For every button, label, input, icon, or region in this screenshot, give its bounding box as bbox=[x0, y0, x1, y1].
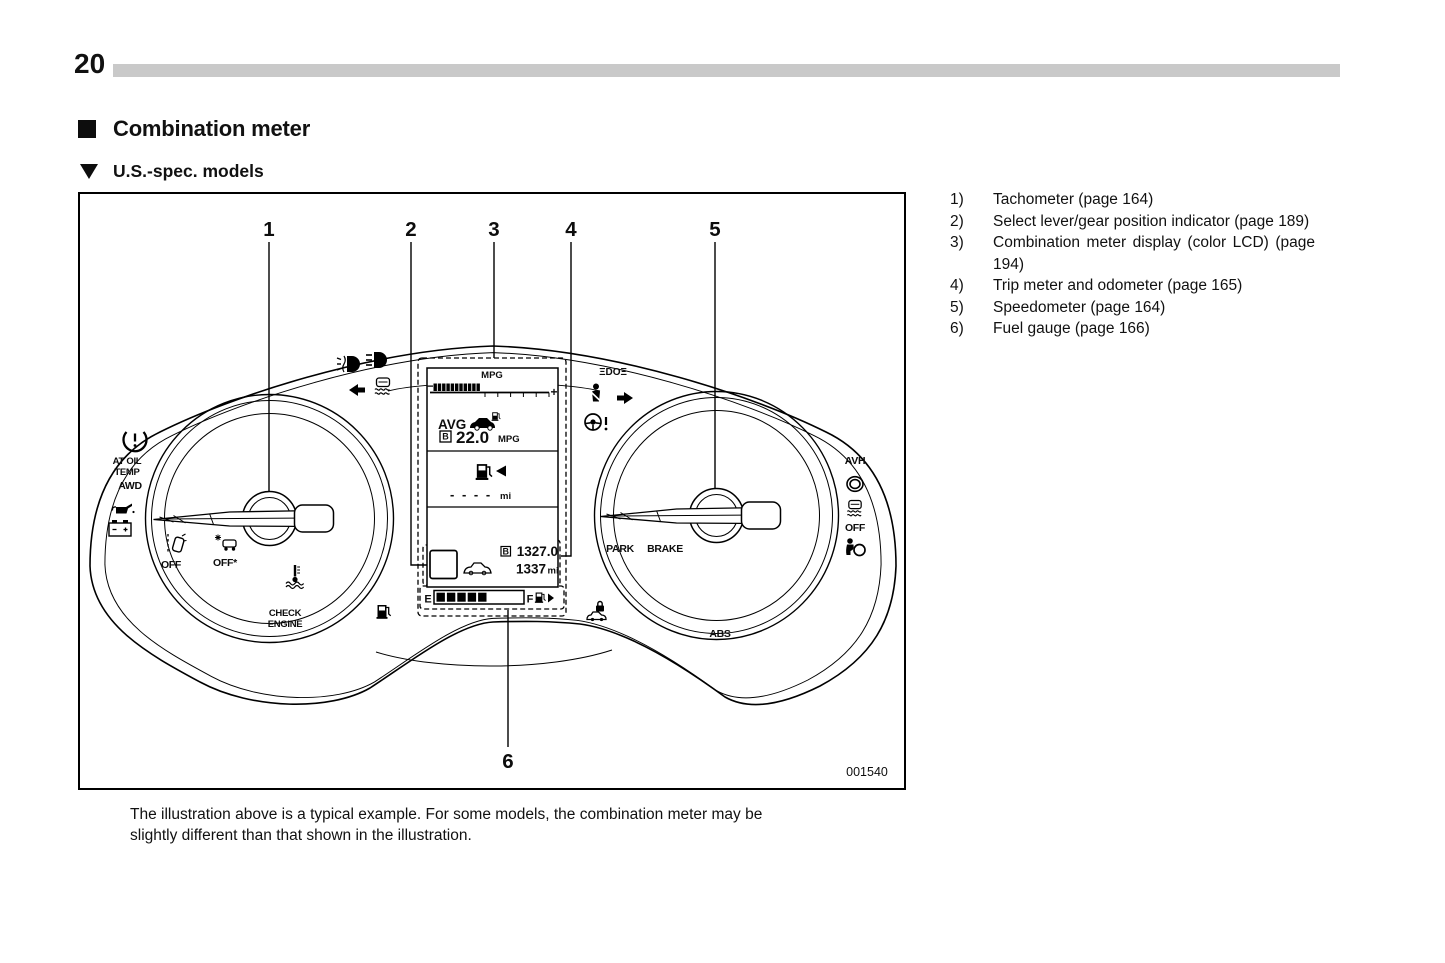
vdc-off-label: OFF bbox=[844, 522, 866, 534]
range-value: - - - - bbox=[450, 487, 493, 502]
battery-icon bbox=[109, 520, 131, 536]
legend-num: 3) bbox=[950, 234, 964, 251]
legend-label: Fuel gauge (page 166) bbox=[993, 320, 1150, 337]
odometer-unit: mi bbox=[547, 565, 559, 577]
high-beam-icon bbox=[366, 352, 387, 368]
legend-num: 1) bbox=[950, 191, 964, 208]
avg-value: 22.0 bbox=[456, 428, 490, 447]
callout-2: 2 bbox=[405, 218, 417, 241]
coolant-temp-icon bbox=[286, 565, 304, 589]
trip-value: 1327.0 bbox=[516, 544, 558, 559]
mpg-plus: + bbox=[550, 385, 558, 399]
legend-label: Combination meter display (color LCD) (page 194) bbox=[993, 234, 1315, 273]
eps-warning-icon bbox=[585, 414, 607, 430]
figure-code: 001540 bbox=[846, 765, 888, 779]
mpg-minus: − bbox=[426, 379, 434, 393]
subsection-heading bbox=[80, 161, 264, 182]
vdc-off-icon bbox=[847, 501, 861, 516]
legend-item-5 bbox=[950, 297, 1332, 319]
legend-item-1 bbox=[950, 189, 1332, 211]
trip-b-letter: B bbox=[442, 431, 449, 442]
turn-left-icon bbox=[349, 384, 365, 396]
cluster-illustration bbox=[80, 194, 904, 788]
callout-4: 4 bbox=[565, 218, 577, 241]
callout-6: 6 bbox=[502, 750, 514, 773]
filler-side-arrow-icon bbox=[548, 594, 554, 603]
security-icon bbox=[587, 602, 606, 622]
fuel-gauge bbox=[424, 591, 554, 606]
at-oil-label: AT OIL bbox=[112, 456, 142, 467]
precollision-off-label: OFF* bbox=[213, 557, 237, 569]
range-unit: mi bbox=[500, 491, 512, 502]
legend-num: 5) bbox=[950, 298, 964, 316]
airbag-icon bbox=[846, 538, 865, 555]
caption-line-2: slightly different than that shown in the illustration. bbox=[130, 826, 472, 844]
oil-icon bbox=[112, 504, 134, 514]
precollision-off-icon bbox=[215, 535, 236, 551]
engine-label: ENGINE bbox=[267, 619, 303, 630]
legend-num: 2) bbox=[950, 212, 964, 230]
park-label: PARK bbox=[606, 543, 634, 555]
lane-departure-off-icon bbox=[168, 534, 187, 553]
legend-item-6 bbox=[950, 318, 1332, 340]
subsection-title: U.S.-spec. models bbox=[113, 161, 264, 181]
fuel-pump-icon bbox=[535, 593, 546, 603]
fog-light-icon bbox=[337, 356, 360, 372]
figure-caption bbox=[130, 805, 920, 846]
check-label: CHECK bbox=[268, 608, 302, 619]
legend-label: Speedometer (page 164) bbox=[993, 298, 1166, 316]
caption-line-1: The illustration above is a typical example. For some models, the combination meter may be bbox=[130, 806, 763, 823]
awd-label: AWD bbox=[118, 480, 142, 492]
low-fuel-icon bbox=[377, 605, 391, 619]
seatbelt-icon bbox=[591, 384, 601, 402]
cruise-indicator-glyph: ΞDOΞ bbox=[599, 367, 627, 378]
callout-1: 1 bbox=[263, 218, 275, 241]
fuel-full-label: F bbox=[526, 593, 534, 606]
legend-item-3 bbox=[950, 232, 1332, 275]
callout-3: 3 bbox=[488, 218, 500, 241]
odometer-value: 1337 bbox=[515, 561, 546, 577]
brake-ring-icon bbox=[847, 477, 863, 492]
speedometer-needle bbox=[601, 489, 781, 543]
legend-item-2 bbox=[950, 211, 1332, 233]
legend-list bbox=[950, 189, 1332, 340]
legend-label: Tachometer (page 164) bbox=[993, 191, 1154, 208]
temp-label: TEMP bbox=[114, 467, 140, 478]
mpg-title: MPG bbox=[481, 370, 503, 381]
section-heading bbox=[78, 116, 310, 142]
legend-num: 6) bbox=[950, 320, 964, 337]
section-square-icon bbox=[78, 120, 96, 138]
callout-5: 5 bbox=[709, 218, 721, 241]
turn-right-icon bbox=[617, 392, 633, 404]
subsection-triangle-icon bbox=[80, 164, 98, 179]
fuel-empty-label: E bbox=[424, 593, 432, 606]
trip-b-letter: B bbox=[502, 546, 510, 557]
header-rule-bar bbox=[113, 64, 1340, 77]
combination-meter-figure bbox=[78, 192, 906, 790]
legend-item-4 bbox=[950, 275, 1332, 297]
section-title: Combination meter bbox=[113, 116, 311, 141]
legend-num: 4) bbox=[950, 277, 964, 294]
avg-label: AVG bbox=[438, 417, 467, 432]
vdc-skid-icon bbox=[375, 378, 390, 394]
abs-label: ABS bbox=[709, 628, 731, 640]
legend-label: Trip meter and odometer (page 165) bbox=[993, 277, 1243, 294]
brake-label: BRAKE bbox=[647, 543, 683, 555]
avg-unit: MPG bbox=[498, 434, 520, 445]
lane-off-label: OFF bbox=[160, 559, 182, 571]
legend-label: Select lever/gear position indicator (page 189) bbox=[993, 212, 1310, 230]
page-number: 20 bbox=[74, 48, 106, 79]
avh-label: AVH bbox=[844, 455, 866, 467]
